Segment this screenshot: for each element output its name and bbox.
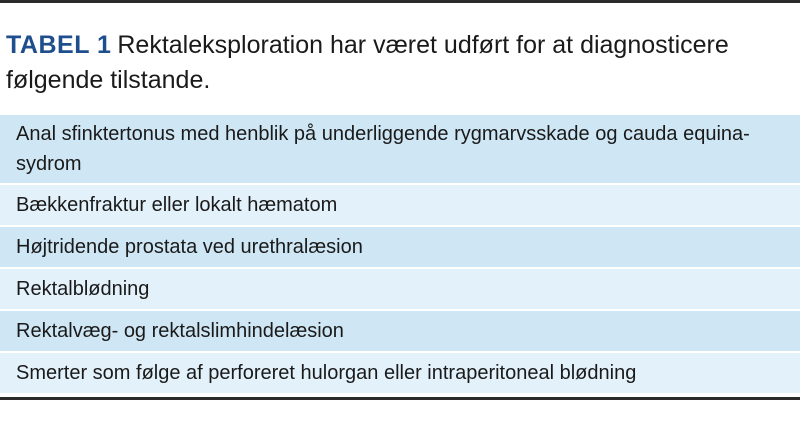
table-label: TABEL 1 xyxy=(6,31,112,59)
table-cell: Bækkenfraktur eller lokalt hæmatom xyxy=(16,194,338,216)
table-cell: Højtridende prostata ved urethralæsion xyxy=(16,236,363,258)
table-row xyxy=(0,185,800,227)
table-cell: Smerter som følge af perforeret hulorgan eller intraperitoneal blødning xyxy=(16,362,637,384)
table-row xyxy=(0,353,800,395)
bottom-rule xyxy=(0,397,800,400)
table-cell: Anal sfinktertonus med henblik på underliggende rygmarvsskade og cauda equina-sydrom xyxy=(16,123,750,175)
top-rule xyxy=(0,0,800,3)
table-row xyxy=(0,311,800,353)
table-cell: Rektalblødning xyxy=(16,278,150,300)
table-row xyxy=(0,115,800,185)
table-cell: Rektalvæg- og rektalslimhindelæsion xyxy=(16,320,344,342)
table-body xyxy=(0,115,800,395)
table-row xyxy=(0,227,800,269)
table-caption xyxy=(6,28,786,98)
table-caption-text: Rektaleksploration har været udført for at diagnosticere følgende tilstande. xyxy=(6,31,729,94)
table-row xyxy=(0,269,800,311)
